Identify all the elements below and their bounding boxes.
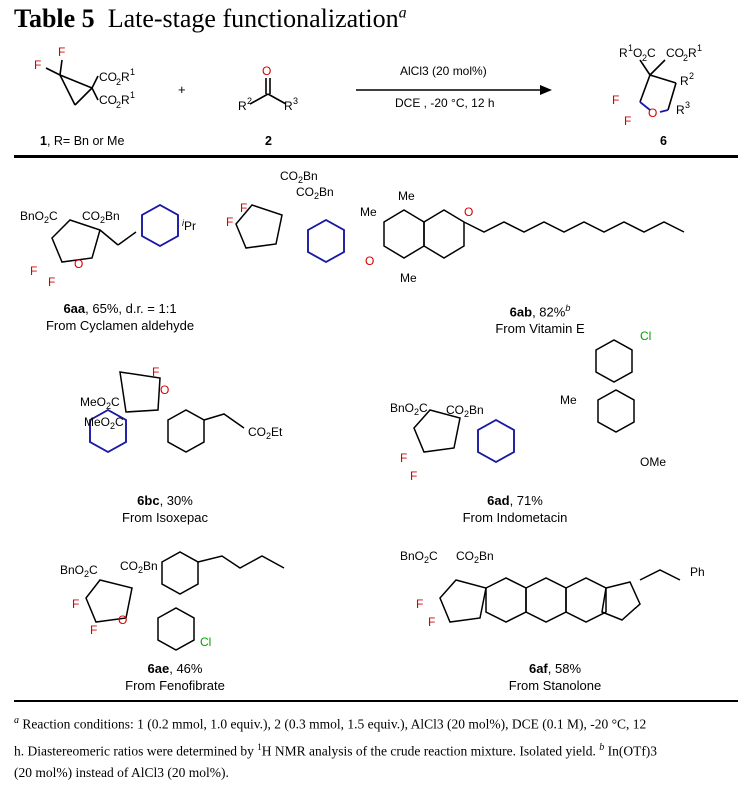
svg-text:O: O [464, 205, 474, 219]
svg-text:CO2Et: $CO_2Et$ [248, 425, 283, 441]
svg-text:1: 1 [130, 67, 136, 77]
svg-text:F: F [34, 58, 42, 72]
entry-6ae [90, 660, 260, 694]
svg-text:CO2Bn: $CO_2Bn$ [280, 169, 318, 185]
svg-text:F: F [428, 615, 436, 629]
svg-text:CO2Bn: $CO_2Bn$ [120, 559, 158, 575]
entry-source: From Cyclamen aldehyde [45, 318, 195, 333]
svg-text:1: 1 [130, 90, 136, 100]
entry-yield: , 46% [169, 661, 203, 676]
entry-id: 6ad [487, 493, 510, 508]
svg-text:2: 2 [683, 53, 689, 63]
footnote-line-1 [14, 710, 744, 736]
svg-text:R: R [619, 46, 628, 60]
svg-text:O: O [648, 106, 658, 120]
svg-text:CO2Bn: $CO_2Bn$ [296, 185, 334, 201]
entry-6ad [430, 492, 600, 526]
footnote-line-3: (20 mol%) instead of AlCl3 (20 mol%). [14, 765, 229, 780]
svg-text:BnO2C: BnO$_2$C [400, 549, 438, 565]
entry-id: 6af [528, 661, 548, 676]
svg-text:F: F [90, 623, 98, 637]
entry-id: 6ae [147, 661, 170, 676]
table-label: Table 5 [14, 4, 95, 33]
svg-text:CO2Bn: $CO_2Bn$ [456, 549, 494, 565]
svg-text:F: F [72, 597, 80, 611]
svg-text:2: 2 [247, 96, 253, 106]
svg-text:MeO2C: MeO$_2$C [80, 395, 120, 411]
table-footnote [14, 710, 744, 784]
footnote-line-2: h. Diastereomeric ratios were determined by $^1$H NMR analysis of the crude reaction mixture. Isolated yield. $^b$ In(OTf)3 [14, 741, 658, 758]
footnote-line2c: In(OTf)3 [607, 743, 658, 758]
svg-text:O: O [262, 64, 272, 78]
svg-text:Me: Me [400, 271, 417, 285]
svg-text:Me: Me [398, 189, 415, 203]
svg-text:R: R [680, 74, 689, 88]
svg-text:F: F [152, 365, 160, 379]
svg-text:R: R [676, 103, 685, 117]
footnote-line2b: H NMR analysis of the crude reaction mixture. Isolated yield. [261, 743, 600, 758]
entry-yield: , 30% [159, 493, 193, 508]
svg-text:F: F [226, 215, 234, 229]
svg-text:2: 2 [116, 100, 122, 110]
svg-text:OMe: OMe [640, 455, 667, 469]
svg-text:1: 1 [628, 43, 634, 53]
condition-top: AlCl3 (20 mol%) [400, 64, 487, 78]
entry-source: From Stanolone [508, 678, 602, 693]
svg-text:F: F [400, 451, 408, 465]
svg-text:F: F [58, 45, 66, 59]
svg-text:R: R [121, 93, 130, 107]
svg-text:2: 2 [642, 53, 648, 63]
footnote-line2a: h. Diastereomeric ratios were determined by [14, 743, 258, 758]
table-title-text: Late-stage functionalization [107, 4, 399, 33]
entry-yield: , 65%, d.r. = 1:1 [85, 301, 177, 316]
entry-source: From Isoxepac [122, 510, 208, 525]
entry-6aa [20, 300, 220, 334]
svg-text:R: R [284, 99, 293, 113]
svg-text:BnO2C: BnO$_2$C [20, 209, 58, 225]
svg-text:O: O [160, 383, 170, 397]
svg-text:Cl: Cl [640, 329, 652, 343]
product-label: 6 [660, 134, 667, 148]
entry-6ab [440, 300, 640, 337]
svg-text:2: 2 [689, 71, 695, 81]
entry-source: From Vitamin E [495, 321, 585, 337]
svg-text:F: F [410, 469, 418, 483]
svg-text:3: 3 [293, 96, 299, 106]
plus-sign: + [178, 82, 186, 97]
svg-text:F: F [624, 114, 632, 128]
footnote-line1-text: Reaction conditions: 1 (0.2 mmol, 1.0 equiv.), 2 (0.3 mmol, 1.5 equiv.), AlCl3 (20 mol%), DCE (0.1 M), -20 °C, 12 [22, 716, 647, 732]
svg-text:Cl: Cl [200, 635, 212, 649]
svg-text:C: C [647, 46, 656, 60]
entry-yield: , 71% [509, 493, 543, 508]
svg-text:O: O [74, 257, 84, 271]
svg-text:O: O [633, 46, 643, 60]
entry-id: 6ab [509, 304, 533, 320]
svg-text:R: R [238, 99, 247, 113]
svg-text:Ph: Ph [690, 565, 705, 579]
svg-text:CO2Bn: $CO_2Bn$ [82, 209, 120, 225]
entry-yield: , 82% [532, 304, 566, 320]
svg-text:F: F [30, 264, 38, 278]
footnote-b-mark: b [599, 741, 605, 753]
entry-source: From Fenofibrate [125, 678, 225, 693]
svg-text:F: F [48, 275, 56, 289]
svg-text:CO2Bn: $CO_2Bn$ [446, 403, 484, 419]
svg-text:BnO2C: BnO$_2$C [60, 563, 98, 579]
entry-6bc [80, 492, 250, 526]
svg-text:CO: CO [99, 93, 117, 107]
entry-source: From Indometacin [462, 510, 568, 525]
entry-6af [470, 660, 640, 694]
entry-id: 6aa [63, 301, 86, 316]
entry-footnote-mark: b [565, 303, 571, 313]
svg-text:Me: Me [360, 205, 377, 219]
svg-text:2: 2 [116, 77, 122, 87]
svg-text:R: R [121, 70, 130, 84]
entry-yield: , 58% [547, 661, 582, 676]
svg-text:F: F [416, 597, 424, 611]
svg-text:MeO2C: MeO$_2$C [84, 415, 124, 431]
svg-text:O: O [365, 254, 375, 268]
svg-text:CO: CO [99, 70, 117, 84]
svg-text:iPr: $^i$Pr [182, 218, 196, 233]
svg-text:BnO2C: BnO$_2$C [390, 401, 428, 417]
title-footnote-mark: a [398, 4, 407, 22]
svg-text:F: F [612, 93, 620, 107]
bottom-rule [14, 700, 738, 702]
svg-text:R: R [688, 46, 697, 60]
entry-id: 6bc [137, 493, 160, 508]
footnote-a-mark: a [14, 715, 19, 726]
condition-bottom: DCE , -20 °C, 12 h [395, 96, 495, 110]
svg-text:3: 3 [685, 100, 691, 110]
svg-text:CO: CO [666, 46, 684, 60]
svg-text:Me: Me [560, 393, 577, 407]
svg-text:O: O [118, 613, 128, 627]
reactant2-label: 2 [265, 134, 272, 148]
reactant1-number: 1 [40, 134, 47, 148]
svg-text:1: 1 [697, 43, 703, 53]
svg-text:F: F [240, 201, 248, 215]
reactant1-text: , R= Bn or Me [46, 134, 125, 148]
